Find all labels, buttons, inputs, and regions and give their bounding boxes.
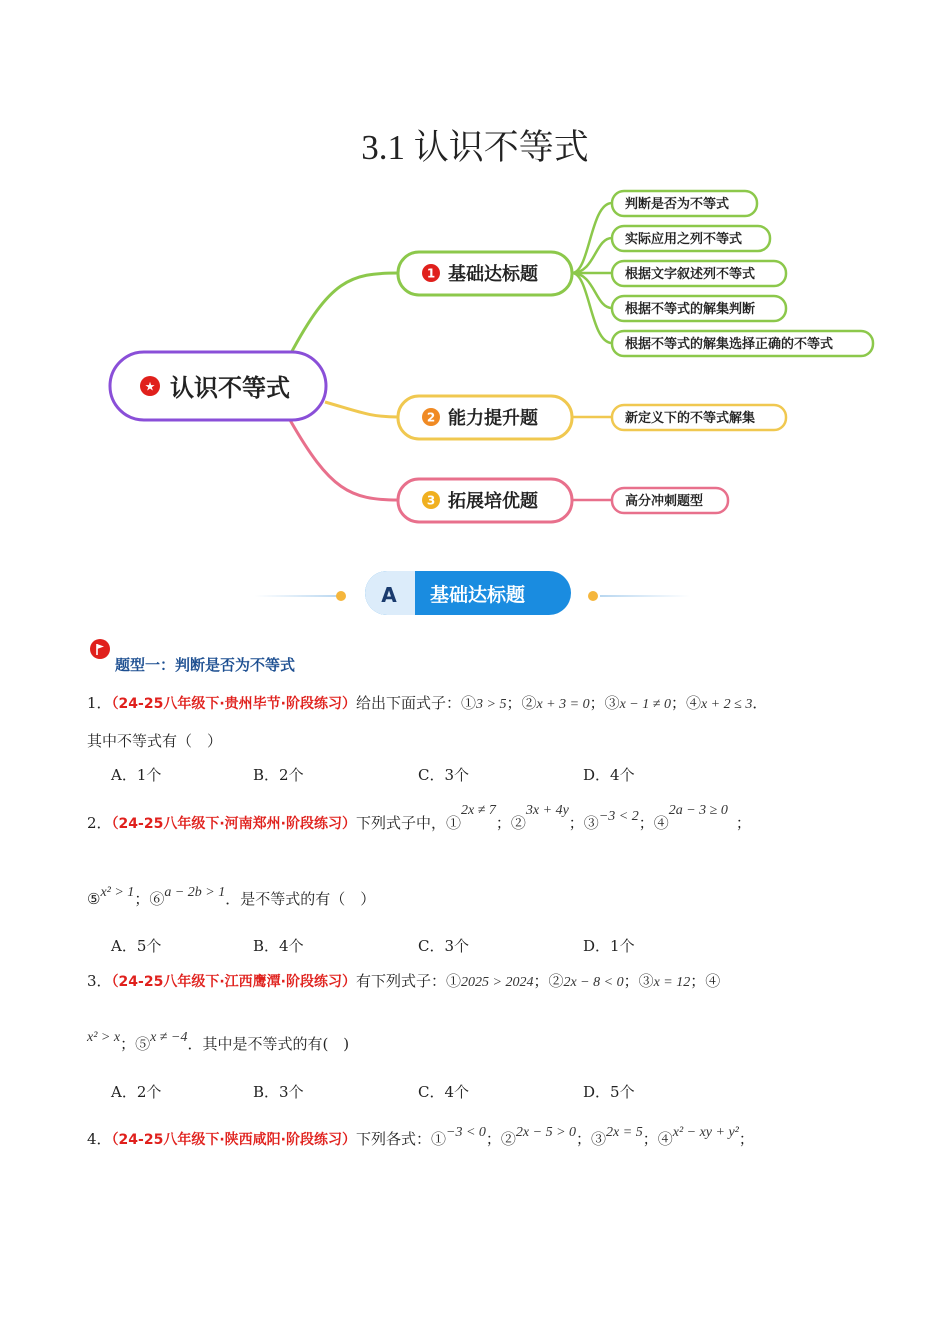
- svg-text:判断是否为不等式: 判断是否为不等式: [625, 197, 730, 212]
- mindmap-leaf: [612, 488, 728, 513]
- svg-text:根据不等式的解集选择正确的不等式: 根据不等式的解集选择正确的不等式: [625, 337, 834, 352]
- section-banner: [250, 565, 700, 625]
- svg-text:根据文字叙述列不等式: 根据文字叙述列不等式: [625, 267, 756, 282]
- type-heading: 题型一：判断是否为不等式: [115, 656, 296, 674]
- option-d[interactable]: D．4个: [583, 766, 635, 784]
- option-a[interactable]: A．2个: [111, 1083, 162, 1101]
- svg-text:拓展培优题: 拓展培优题: [448, 491, 538, 512]
- mindmap-leaf: [612, 226, 770, 251]
- option-a[interactable]: A．5个: [111, 937, 162, 955]
- question-4: 4．（24-25八年级下·陕西咸阳·阶段练习）下列各式：①−3 < 0；②2x − 5 > 0；③2x = 5；④x² − xy + y²；: [87, 1125, 754, 1148]
- svg-text:认识不等式: 认识不等式: [170, 374, 290, 402]
- svg-text:根据不等式的解集判断: 根据不等式的解集判断: [625, 302, 756, 317]
- svg-text:基础达标题: 基础达标题: [448, 264, 538, 285]
- svg-text:★: ★: [144, 379, 156, 394]
- option-d[interactable]: D．1个: [583, 937, 635, 955]
- svg-text:实际应用之列不等式: 实际应用之列不等式: [625, 232, 743, 247]
- svg-text:能力提升题: 能力提升题: [448, 408, 538, 429]
- option-c[interactable]: C．4个: [418, 1083, 470, 1101]
- question-3: 3．（24-25八年级下·江西鹰潭·阶段练习）有下列式子：①2025 > 2024；②2x − 8 < 0；③x = 12；④: [87, 972, 721, 990]
- question-2-line2: ⑤x² > 1；⑥a − 2b > 1．是不等式的有（ ）: [87, 885, 376, 908]
- mindmap-root: [110, 352, 326, 420]
- mindmap-leaf: [612, 405, 786, 430]
- option-a[interactable]: A．1个: [111, 766, 162, 784]
- option-c[interactable]: C．3个: [418, 766, 470, 784]
- mindmap-leaf: [612, 296, 786, 321]
- option-c[interactable]: C．3个: [418, 937, 470, 955]
- svg-text:基础达标题: 基础达标题: [430, 584, 526, 606]
- mindmap-branch-2: [398, 396, 572, 439]
- mindmap-branch-1: [398, 252, 572, 295]
- option-b[interactable]: B．4个: [253, 937, 304, 955]
- mindmap-leaf: [612, 191, 757, 216]
- mind-map: [0, 180, 950, 540]
- question-1: 1．（24-25八年级下·贵州毕节·阶段练习）给出下面式子：①3 > 5；②x + 3 = 0；③x − 1 ≠ 0；④x + 2 ≤ 3．: [87, 694, 768, 712]
- mindmap-leaf: [612, 261, 786, 286]
- svg-text:3: 3: [426, 493, 436, 508]
- svg-text:2: 2: [426, 410, 436, 425]
- mindmap-leaf: [612, 331, 873, 356]
- option-d[interactable]: D．5个: [583, 1083, 635, 1101]
- page-title: 3.1 认识不等式: [361, 128, 589, 167]
- option-b[interactable]: B．3个: [253, 1083, 304, 1101]
- question-1-line2: 其中不等式有（ ）: [87, 732, 223, 750]
- svg-text:A: A: [381, 583, 397, 607]
- option-b[interactable]: B．2个: [253, 766, 304, 784]
- mindmap-branch-3: [398, 479, 572, 522]
- svg-text:高分冲刺题型: 高分冲刺题型: [625, 494, 704, 509]
- svg-text:新定义下的不等式解集: 新定义下的不等式解集: [625, 411, 756, 426]
- svg-text:1: 1: [426, 266, 436, 281]
- question-3-line2: x² > x；⑤x ≠ −4．其中是不等式的有( ): [87, 1030, 350, 1053]
- question-2: 2．（24-25八年级下·河南郑州·阶段练习）下列式子中，①2x ≠ 7；②3x + 4y；③−3 < 2；④2a − 3 ≥ 0；: [87, 803, 751, 832]
- flag-icon: [89, 638, 113, 662]
